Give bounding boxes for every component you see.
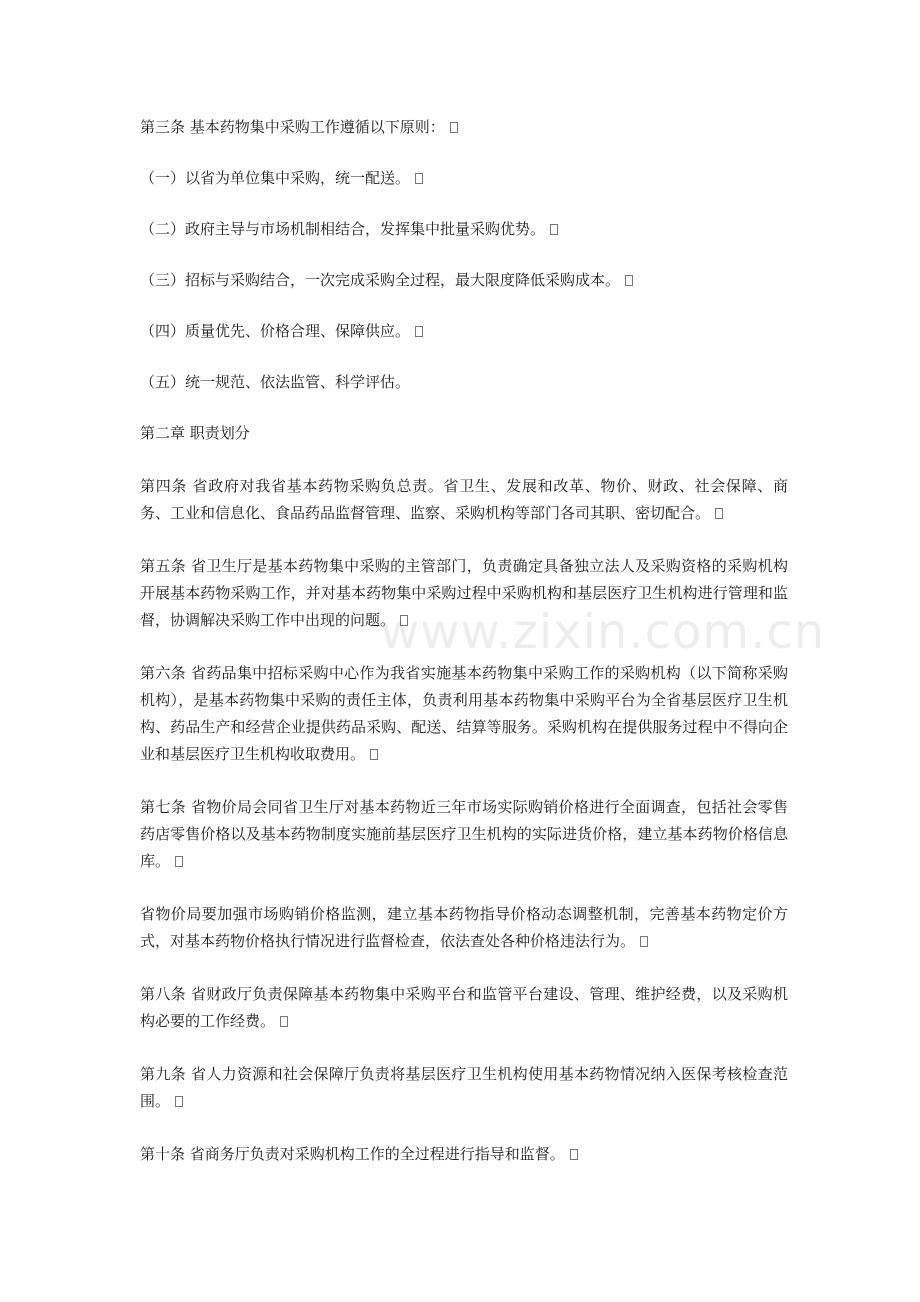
article-4: 第四条 省政府对我省基本药物采购负总责。省卫生、发展和改革、物价、财政、社会保障、商务、工业和信息化、食品药品监督管理、监察、采购机构等部门各司其职、密切配合。 xyxy=(140,477,788,522)
principle-4: （四）质量优先、价格合理、保障供应。 xyxy=(140,318,788,345)
placeholder-glyph-icon xyxy=(715,508,723,519)
article-3-heading: 第三条 基本药物集中采购工作遵循以下原则： xyxy=(140,114,788,141)
placeholder-glyph-icon xyxy=(280,1016,288,1027)
document-body xyxy=(140,114,788,1168)
placeholder-glyph-icon xyxy=(415,326,423,337)
site-watermark: www.zixin.com.cn xyxy=(380,604,826,660)
placeholder-glyph-icon xyxy=(400,615,408,626)
placeholder-glyph-icon xyxy=(370,749,378,760)
article-9: 第九条 省人力资源和社会保障厅负责将基层医疗卫生机构使用基本药物情况纳入医保考核检查范围。 xyxy=(140,1065,788,1110)
article-7: 第七条 省物价局会同省卫生厅对基本药物近三年市场实际购销价格进行全面调查，包括社会零售药店零售价格以及基本药物制度实施前基层医疗卫生机构的实际进货价格，建立基本药物价格信息库。 xyxy=(140,798,788,870)
placeholder-glyph-icon xyxy=(175,856,183,867)
chapter-2-heading: 第二章 职责划分 xyxy=(140,424,250,442)
placeholder-glyph-icon xyxy=(570,1149,578,1160)
placeholder-glyph-icon xyxy=(640,936,648,947)
principle-3: （三）招标与采购结合，一次完成采购全过程，最大限度降低采购成本。 xyxy=(140,267,788,294)
placeholder-glyph-icon xyxy=(550,224,558,235)
placeholder-glyph-icon xyxy=(450,122,458,133)
price-bureau-paragraph: 省物价局要加强市场购销价格监测，建立基本药物指导价格动态调整机制，完善基本药物定价方式，对基本药物价格执行情况进行监督检查，依法查处各种价格违法行为。 xyxy=(140,905,788,950)
placeholder-glyph-icon xyxy=(175,1096,183,1107)
principle-1: （一）以省为单位集中采购，统一配送。 xyxy=(140,165,788,192)
article-8: 第八条 省财政厅负责保障基本药物集中采购平台和监管平台建设、管理、维护经费，以及采购机构必要的工作经费。 xyxy=(140,985,788,1030)
article-10: 第十条 省商务厅负责对采购机构工作的全过程进行指导和监督。 xyxy=(140,1141,788,1168)
placeholder-glyph-icon xyxy=(415,173,423,184)
article-5: 第五条 省卫生厅是基本药物集中采购的主管部门，负责确定具备独立法人及采购资格的采购机构开展基本药物采购工作，并对基本药物集中采购过程中采购机构和基层医疗卫生机构进行管理和监督，协调解决采购工作中出现的问题。 xyxy=(140,557,788,629)
placeholder-glyph-icon xyxy=(625,275,633,286)
article-6: 第六条 省药品集中招标采购中心作为我省实施基本药物集中采购工作的采购机构（以下简称采购机构），是基本药物集中采购的责任主体，负责利用基本药物集中采购平台为全省基层医疗卫生机构、药品生产和经营企业提供药品采购、配送、结算等服务。采购机构在提供服务过程中不得向企业和基层医疗卫生机构收取费用。 xyxy=(140,664,788,763)
principle-2: （二）政府主导与市场机制相结合，发挥集中批量采购优势。 xyxy=(140,216,788,243)
principle-5: （五）统一规范、依法监管、科学评估。 xyxy=(140,373,411,391)
